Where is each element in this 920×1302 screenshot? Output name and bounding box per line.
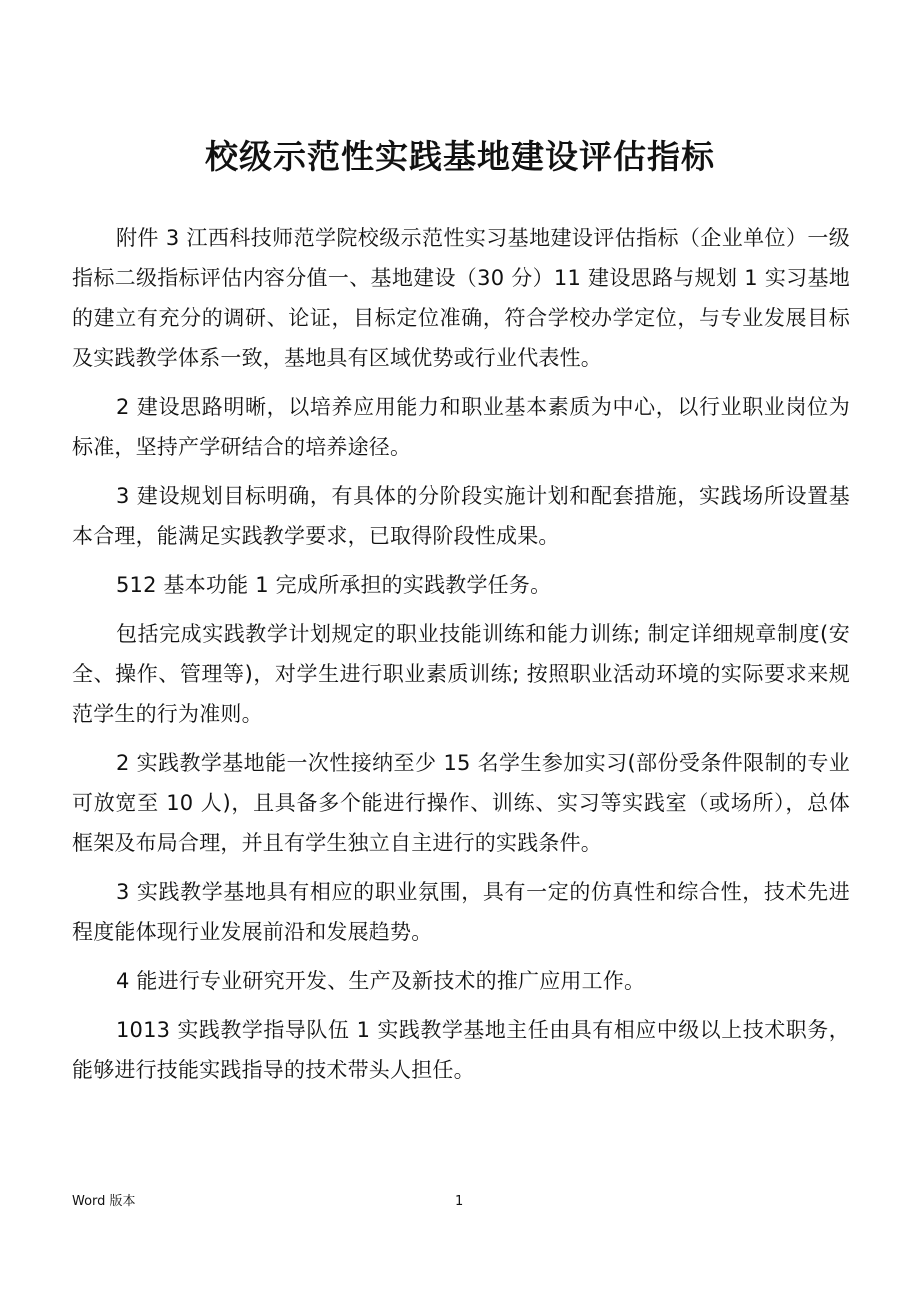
paragraph: 512 基本功能 1 完成所承担的实践教学任务。	[116, 573, 552, 597]
paragraph: 3 实践教学基地具有相应的职业氛围，具有一定的仿真性和综合性，技术先进程度能体现行业发展前沿和发展趋势。	[72, 880, 850, 944]
document-title: 校级示范性实践基地建设评估指标	[205, 137, 715, 176]
paragraph: 包括完成实践教学计划规定的职业技能训练和能力训练; 制定详细规章制度(安全、操作、管理等)，对学生进行职业素质训练; 按照职业活动环境的实际要求来规范学生的行为准则。	[72, 622, 850, 726]
paragraph: 1013 实践教学指导队伍 1 实践教学基地主任由具有相应中级以上技术职务，能够进行技能实践指导的技术带头人担任。	[72, 1018, 850, 1082]
footer-version-label: Word 版本	[72, 1194, 136, 1209]
paragraph: 附件 3 江西科技师范学院校级示范性实习基地建设评估指标（企业单位）一级指标二级指标评估内容分值一、基地建设（30 分）11 建设思路与规划 1 实习基地的建立有充分的调研、论证，目标定位准确，符合学校办学定位，与专业发展目标及实践教学体系一致，基地具有区域优势或行业代表性。	[72, 226, 850, 370]
paragraph: 2 建设思路明晰，以培养应用能力和职业基本素质为中心，以行业职业岗位为标准，坚持产学研结合的培养途径。	[72, 395, 850, 459]
paragraph: 3 建设规划目标明确，有具体的分阶段实施计划和配套措施，实践场所设置基本合理，能满足实践教学要求，已取得阶段性成果。	[72, 484, 850, 548]
paragraph: 2 实践教学基地能一次性接纳至少 15 名学生参加实习(部份受条件限制的专业可放宽至 10 人)，且具备多个能进行操作、训练、实习等实践室（或场所），总体框架及布局合理，并且有学生独立自主进行的实践条件。	[72, 751, 850, 855]
document-body	[72, 218, 850, 1099]
footer-page-number: 1	[455, 1194, 464, 1209]
paragraph: 4 能进行专业研究开发、生产及新技术的推广应用工作。	[116, 969, 646, 993]
